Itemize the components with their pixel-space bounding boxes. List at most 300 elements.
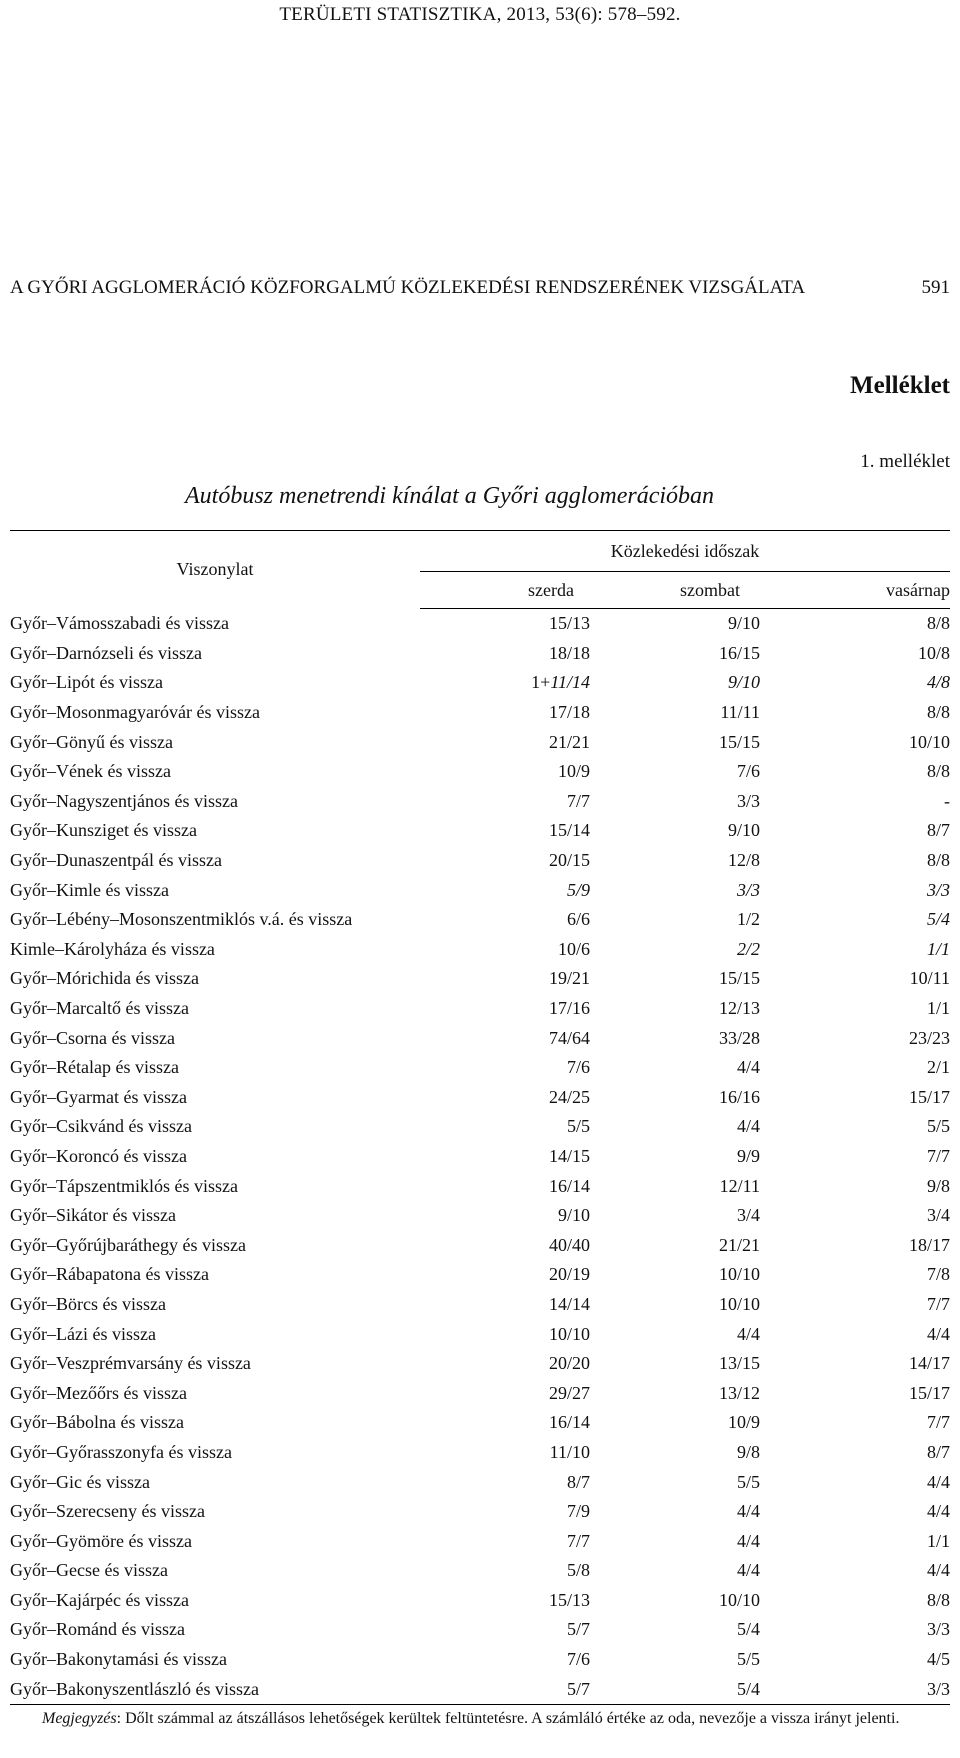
table-row — [10, 1674, 950, 1704]
cell-value: 3/3 — [736, 879, 760, 900]
cell-value: 4/5 — [926, 1649, 950, 1670]
table-row — [10, 698, 950, 728]
cell-value: 5/8 — [566, 1560, 590, 1581]
saturday-cell — [590, 1674, 760, 1704]
sunday-cell — [760, 1053, 950, 1083]
cell-value: 40/40 — [548, 1234, 590, 1255]
sunday-cell — [760, 935, 950, 965]
saturday-cell — [590, 1083, 760, 1113]
route-cell: Győr–Koroncó és vissza — [10, 1145, 187, 1166]
saturday-cell — [590, 1023, 760, 1053]
cell-value: 14/14 — [548, 1293, 590, 1314]
table-row — [10, 668, 950, 698]
saturday-cell — [590, 1053, 760, 1083]
cell-value: 8/8 — [926, 850, 950, 871]
cell-value: 5/9 — [566, 879, 590, 900]
route-cell: Győr–Sikátor és vissza — [10, 1205, 176, 1226]
cell-value: 15/17 — [908, 1086, 950, 1107]
table-row — [10, 1497, 950, 1527]
saturday-cell — [590, 935, 760, 965]
cell-value: 4/4 — [926, 1560, 950, 1581]
sunday-cell — [760, 1260, 950, 1290]
wednesday-cell — [420, 1023, 590, 1053]
route-cell: Győr–Csikvánd és vissza — [10, 1116, 192, 1137]
route-cell: Győr–Rábapatona és vissza — [10, 1264, 209, 1285]
table-row — [10, 816, 950, 846]
sunday-cell — [760, 1142, 950, 1172]
wednesday-cell — [420, 964, 590, 994]
wednesday-cell — [420, 727, 590, 757]
sunday-cell — [760, 964, 950, 994]
table-row — [10, 1319, 950, 1349]
wednesday-cell — [420, 935, 590, 965]
cell-value: 19/21 — [548, 968, 590, 989]
saturday-cell — [590, 1378, 760, 1408]
route-cell: Győr–Mezőőrs és vissza — [10, 1382, 187, 1403]
wednesday-cell — [420, 757, 590, 787]
wednesday-cell — [420, 905, 590, 935]
cell-value: 5/7 — [566, 1619, 590, 1640]
route-cell: Győr–Mosonmagyaróvár és vissza — [10, 702, 260, 723]
transfer-value: 11/14 — [550, 672, 590, 693]
table-row — [10, 639, 950, 669]
wednesday-cell — [420, 1378, 590, 1408]
cell-value: 8/8 — [926, 761, 950, 782]
saturday-cell — [590, 609, 760, 639]
sunday-cell — [760, 1556, 950, 1586]
wednesday-cell — [420, 698, 590, 728]
wednesday-cell — [420, 1674, 590, 1704]
route-cell: Győr–Gyömöre és vissza — [10, 1530, 192, 1551]
saturday-cell — [590, 1319, 760, 1349]
saturday-cell — [590, 727, 760, 757]
route-cell: Győr–Lébény–Mosonszentmiklós v.á. és vissza — [10, 909, 353, 930]
route-cell: Győr–Románd és vissza — [10, 1619, 185, 1640]
table-row — [10, 1112, 950, 1142]
cell-value: 11/10 — [549, 1441, 590, 1462]
cell-value: 10/10 — [718, 1589, 760, 1610]
cell-value: 12/11 — [719, 1175, 760, 1196]
table-row — [10, 787, 950, 817]
sunday-cell — [760, 875, 950, 905]
sunday-cell — [760, 668, 950, 698]
cell-value: 14/17 — [908, 1353, 950, 1374]
sunday-cell — [760, 787, 950, 817]
cell-value: 4/4 — [736, 1057, 760, 1078]
table-row — [10, 905, 950, 935]
wednesday-cell — [420, 1290, 590, 1320]
table-row — [10, 964, 950, 994]
cell-value: 13/12 — [718, 1382, 760, 1403]
wednesday-cell — [420, 1467, 590, 1497]
cell-value: 7/7 — [566, 1530, 590, 1551]
route-cell: Győr–Mórichida és vissza — [10, 968, 199, 989]
cell-value: 1/2 — [736, 909, 760, 930]
cell-value: 3/3 — [926, 1619, 950, 1640]
route-cell: Győr–Vámosszabadi és vissza — [10, 613, 229, 634]
cell-value: 15/17 — [908, 1382, 950, 1403]
cell-value: 10/6 — [557, 938, 590, 959]
cell-value: 6/6 — [566, 909, 590, 930]
cell-value: 8/7 — [926, 820, 950, 841]
sunday-cell — [760, 994, 950, 1024]
sunday-cell — [760, 1645, 950, 1675]
wednesday-cell — [420, 1319, 590, 1349]
table-caption: Autóbusz menetrendi kínálat a Győri agglomerációban — [185, 483, 715, 509]
cell-value: 5/5 — [926, 1116, 950, 1137]
table-row — [10, 1645, 950, 1675]
table-note — [10, 1709, 950, 1729]
cell-value: 24/25 — [548, 1086, 590, 1107]
wednesday-cell — [420, 1112, 590, 1142]
wednesday-cell — [420, 1438, 590, 1468]
table-row — [10, 1615, 950, 1645]
cell-value: 9/9 — [736, 1145, 760, 1166]
wednesday-cell — [420, 1408, 590, 1438]
sunday-cell — [760, 609, 950, 639]
cell-value: - — [944, 790, 950, 811]
table-row — [10, 1467, 950, 1497]
cell-value: 7/6 — [736, 761, 760, 782]
wednesday-cell — [420, 1586, 590, 1616]
cell-value: 3/3 — [926, 1678, 950, 1699]
saturday-cell — [590, 1438, 760, 1468]
cell-value: 9/8 — [736, 1441, 760, 1462]
cell-value: 4/4 — [926, 1323, 950, 1344]
cell-value: 15/13 — [548, 613, 590, 634]
saturday-cell — [590, 1349, 760, 1379]
saturday-cell — [590, 816, 760, 846]
sunday-cell — [760, 1526, 950, 1556]
route-cell: Győr–Győrújbaráthegy és vissza — [10, 1234, 246, 1255]
column-header-wednesday: szerda — [420, 572, 590, 609]
note-label: Megjegyzés — [42, 1710, 117, 1727]
cell-value: 12/8 — [727, 850, 760, 871]
cell-value: 8/8 — [926, 1589, 950, 1610]
saturday-cell — [590, 787, 760, 817]
table-row — [10, 609, 950, 639]
cell-value: 3/4 — [736, 1205, 760, 1226]
sunday-cell — [760, 1438, 950, 1468]
sunday-cell — [760, 727, 950, 757]
sunday-cell — [760, 1083, 950, 1113]
cell-value: 5/7 — [566, 1678, 590, 1699]
wednesday-cell — [420, 787, 590, 817]
wednesday-cell — [420, 1142, 590, 1172]
saturday-cell — [590, 1408, 760, 1438]
table-row — [10, 1260, 950, 1290]
cell-value: 29/27 — [548, 1382, 590, 1403]
cell-value: 2/2 — [736, 938, 760, 959]
cell-value: 13/15 — [718, 1353, 760, 1374]
sunday-cell — [760, 1290, 950, 1320]
route-cell: Győr–Marcaltő és vissza — [10, 998, 189, 1019]
route-cell: Győr–Gic és vissza — [10, 1471, 150, 1492]
cell-value: 15/15 — [718, 731, 760, 752]
table-row — [10, 875, 950, 905]
wednesday-cell — [420, 1171, 590, 1201]
route-cell: Győr–Tápszentmiklós és vissza — [10, 1175, 238, 1196]
wednesday-cell — [420, 1230, 590, 1260]
cell-value: 18/18 — [548, 642, 590, 663]
cell-value: 21/21 — [548, 731, 590, 752]
sunday-cell — [760, 1586, 950, 1616]
sunday-cell — [760, 816, 950, 846]
saturday-cell — [590, 1467, 760, 1497]
route-cell: Győr–Lipót és vissza — [10, 672, 163, 693]
cell-value: 15/14 — [548, 820, 590, 841]
sunday-cell — [760, 1112, 950, 1142]
route-cell: Győr–Dunaszentpál és vissza — [10, 850, 222, 871]
wednesday-cell — [420, 1615, 590, 1645]
cell-value: 16/16 — [718, 1086, 760, 1107]
cell-value: 8/8 — [926, 613, 950, 634]
table-row — [10, 846, 950, 876]
saturday-cell — [590, 1615, 760, 1645]
wednesday-cell — [420, 1260, 590, 1290]
cell-value: 10/10 — [718, 1264, 760, 1285]
cell-value: 9/10 — [727, 672, 760, 693]
wednesday-cell — [420, 1053, 590, 1083]
cell-value: 1/1 — [926, 938, 950, 959]
table-row — [10, 1586, 950, 1616]
cell-value: 5/4 — [926, 909, 950, 930]
cell-value: 9/10 — [727, 820, 760, 841]
sunday-cell — [760, 1349, 950, 1379]
wednesday-cell — [420, 1497, 590, 1527]
route-cell: Győr–Börcs és vissza — [10, 1293, 166, 1314]
cell-value: 7/6 — [566, 1057, 590, 1078]
cell-value: 18/17 — [908, 1234, 950, 1255]
cell-value: 10/10 — [718, 1293, 760, 1314]
wednesday-cell — [420, 1083, 590, 1113]
cell-value: 10/9 — [727, 1412, 760, 1433]
sunday-cell — [760, 698, 950, 728]
sunday-cell — [760, 639, 950, 669]
route-cell: Győr–Győrasszonyfa és vissza — [10, 1441, 232, 1462]
saturday-cell — [590, 1142, 760, 1172]
cell-value: 15/15 — [718, 968, 760, 989]
cell-value: 4/4 — [736, 1501, 760, 1522]
cell-value: 16/14 — [548, 1175, 590, 1196]
cell-value: 20/15 — [548, 850, 590, 871]
saturday-cell — [590, 1290, 760, 1320]
table-row — [10, 1171, 950, 1201]
saturday-cell — [590, 1497, 760, 1527]
route-cell: Győr–Gönyű és vissza — [10, 731, 173, 752]
sunday-cell — [760, 1201, 950, 1231]
cell-value: 5/4 — [736, 1619, 760, 1640]
cell-value: 11/11 — [720, 702, 760, 723]
cell-value: 16/15 — [718, 642, 760, 663]
cell-value: 16/14 — [548, 1412, 590, 1433]
wednesday-cell — [420, 875, 590, 905]
wednesday-cell — [420, 1556, 590, 1586]
cell-value: 12/13 — [718, 998, 760, 1019]
route-cell: Győr–Darnózseli és vissza — [10, 642, 202, 663]
saturday-cell — [590, 905, 760, 935]
saturday-cell — [590, 1171, 760, 1201]
sunday-cell — [760, 1674, 950, 1704]
period-header: Közlekedési időszak — [420, 531, 950, 572]
cell-value: 1+ — [531, 672, 551, 693]
table-row — [10, 1438, 950, 1468]
wednesday-cell — [420, 846, 590, 876]
route-cell: Győr–Veszprémvarsány és vissza — [10, 1353, 251, 1374]
wednesday-cell — [420, 1526, 590, 1556]
sunday-cell — [760, 905, 950, 935]
cell-value: 7/7 — [926, 1145, 950, 1166]
column-header-sunday: vasárnap — [760, 572, 950, 609]
sunday-cell — [760, 1408, 950, 1438]
cell-value: 8/8 — [926, 702, 950, 723]
table-header-row — [10, 531, 950, 572]
cell-value: 8/7 — [926, 1441, 950, 1462]
cell-value: 17/16 — [548, 998, 590, 1019]
route-cell: Győr–Rétalap és vissza — [10, 1057, 179, 1078]
table-body — [10, 609, 950, 1705]
cell-value: 17/18 — [548, 702, 590, 723]
sunday-cell — [760, 1319, 950, 1349]
cell-value: 20/20 — [548, 1353, 590, 1374]
saturday-cell — [590, 1556, 760, 1586]
cell-value: 4/8 — [926, 672, 950, 693]
saturday-cell — [590, 1201, 760, 1231]
wednesday-cell — [420, 609, 590, 639]
cell-value: 23/23 — [908, 1027, 950, 1048]
saturday-cell — [590, 1230, 760, 1260]
cell-value: 5/5 — [736, 1649, 760, 1670]
route-cell: Győr–Kimle és vissza — [10, 879, 169, 900]
route-cell: Győr–Gecse és vissza — [10, 1560, 168, 1581]
saturday-cell — [590, 1645, 760, 1675]
route-cell: Győr–Lázi és vissza — [10, 1323, 156, 1344]
cell-value: 10/10 — [908, 731, 950, 752]
saturday-cell — [590, 875, 760, 905]
journal-header: TERÜLETI STATISZTIKA, 2013, 53(6): 578–592. — [279, 4, 681, 25]
table-row — [10, 994, 950, 1024]
cell-value: 21/21 — [718, 1234, 760, 1255]
table-row — [10, 1083, 950, 1113]
cell-value: 3/3 — [926, 879, 950, 900]
cell-value: 4/4 — [736, 1530, 760, 1551]
cell-value: 10/11 — [909, 968, 950, 989]
cell-value: 9/8 — [926, 1175, 950, 1196]
table-row — [10, 757, 950, 787]
cell-value: 7/7 — [926, 1293, 950, 1314]
sunday-cell — [760, 1171, 950, 1201]
cell-value: 3/3 — [736, 790, 760, 811]
route-cell: Győr–Bakonytamási és vissza — [10, 1649, 227, 1670]
sunday-cell — [760, 1230, 950, 1260]
cell-value: 7/9 — [566, 1501, 590, 1522]
route-cell: Győr–Szerecseny és vissza — [10, 1501, 205, 1522]
route-cell: Győr–Kunsziget és vissza — [10, 820, 197, 841]
saturday-cell — [590, 668, 760, 698]
cell-value: 14/15 — [548, 1145, 590, 1166]
saturday-cell — [590, 1586, 760, 1616]
cell-value: 4/4 — [736, 1560, 760, 1581]
route-cell: Győr–Bábolna és vissza — [10, 1412, 184, 1433]
cell-value: 15/13 — [548, 1589, 590, 1610]
table-row — [10, 1023, 950, 1053]
table-row — [10, 727, 950, 757]
saturday-cell — [590, 1260, 760, 1290]
cell-value: 33/28 — [718, 1027, 760, 1048]
table-row — [10, 935, 950, 965]
table-row — [10, 1142, 950, 1172]
table-row — [10, 1201, 950, 1231]
route-cell: Győr–Nagyszentjános és vissza — [10, 790, 238, 811]
table-row — [10, 1378, 950, 1408]
running-head-title: A GYŐRI AGGLOMERÁCIÓ KÖZFORGALMÚ KÖZLEKEDÉSI RENDSZERÉNEK VIZSGÁLATA — [10, 277, 806, 298]
wednesday-cell — [420, 1349, 590, 1379]
cell-value: 7/7 — [926, 1412, 950, 1433]
cell-value: 10/9 — [557, 761, 590, 782]
route-cell: Győr–Kajárpéc és vissza — [10, 1589, 189, 1610]
sunday-cell — [760, 1378, 950, 1408]
table-row — [10, 1053, 950, 1083]
cell-value: 5/5 — [566, 1116, 590, 1137]
sunday-cell — [760, 1497, 950, 1527]
route-cell: Győr–Csorna és vissza — [10, 1027, 175, 1048]
cell-value: 10/10 — [548, 1323, 590, 1344]
cell-value: 1/1 — [926, 998, 950, 1019]
cell-value: 74/64 — [548, 1027, 590, 1048]
wednesday-cell — [420, 1645, 590, 1675]
saturday-cell — [590, 846, 760, 876]
wednesday-cell — [420, 1201, 590, 1231]
appendix-number: 1. melléklet — [860, 451, 950, 472]
cell-value: 4/4 — [926, 1471, 950, 1492]
note-text: : Dőlt számmal az átszállásos lehetőségek kerültek feltüntetésre. A számláló értéke az oda, nevezője a vissza irányt jelenti. — [116, 1710, 900, 1727]
cell-value: 2/1 — [926, 1057, 950, 1078]
saturday-cell — [590, 994, 760, 1024]
cell-value: 7/6 — [566, 1649, 590, 1670]
cell-value: 4/4 — [736, 1116, 760, 1137]
sunday-cell — [760, 1023, 950, 1053]
route-column-header: Viszonylat — [10, 531, 420, 609]
route-cell: Kimle–Károlyháza és vissza — [10, 938, 215, 959]
saturday-cell — [590, 639, 760, 669]
route-cell: Győr–Bakonyszentlászló és vissza — [10, 1674, 420, 1704]
table-row — [10, 1556, 950, 1586]
saturday-cell — [590, 698, 760, 728]
cell-value: 1/1 — [926, 1530, 950, 1551]
sunday-cell — [760, 846, 950, 876]
cell-value: 7/7 — [566, 790, 590, 811]
table-row — [10, 1290, 950, 1320]
cell-value: 20/19 — [548, 1264, 590, 1285]
cell-value: 8/7 — [566, 1471, 590, 1492]
cell-value: 3/4 — [926, 1205, 950, 1226]
table-row — [10, 1408, 950, 1438]
wednesday-cell — [420, 816, 590, 846]
cell-value: 4/4 — [736, 1323, 760, 1344]
table-row — [10, 1230, 950, 1260]
table-row — [10, 1526, 950, 1556]
cell-value: 5/5 — [736, 1471, 760, 1492]
sunday-cell — [760, 757, 950, 787]
route-cell: Győr–Gyarmat és vissza — [10, 1086, 187, 1107]
saturday-cell — [590, 757, 760, 787]
timetable-table — [10, 530, 950, 1705]
sunday-cell — [760, 1467, 950, 1497]
section-title: Melléklet — [850, 372, 950, 399]
cell-value: 4/4 — [926, 1501, 950, 1522]
wednesday-cell — [420, 668, 590, 698]
cell-value: 10/8 — [917, 642, 950, 663]
